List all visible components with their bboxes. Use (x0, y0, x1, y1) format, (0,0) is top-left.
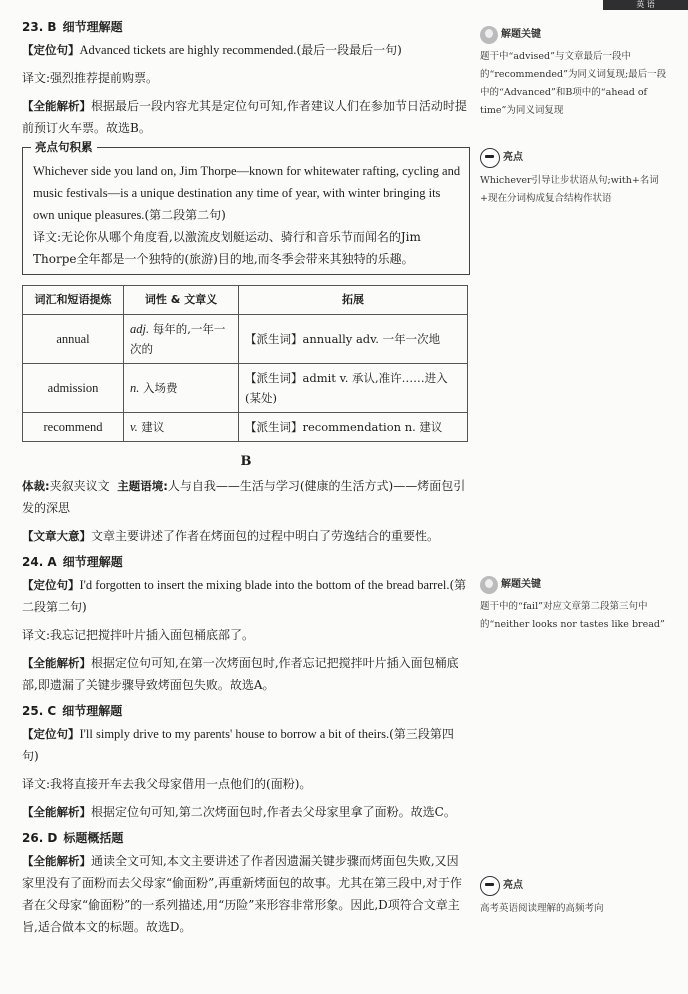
vocab-ext-tag: 【派生词】 (245, 420, 303, 434)
q24-analysis (22, 652, 470, 696)
vocab-meaning: 入场费 (143, 381, 178, 395)
q24-analysis-tag: 【全能解析】 (22, 656, 91, 670)
q26-analysis-tag: 【全能解析】 (22, 854, 91, 868)
q26-type: 标题概括题 (63, 831, 124, 845)
q25-analysis-text: 根据定位句可知,第二次烤面包时,作者去父母家里拿了面粉。故选C。 (91, 805, 456, 819)
side-key2-text: 题干中的“fail”对应文章第二段第三句中的“neither looks nor tastes like bread” (480, 601, 665, 630)
side-note-highlight-2 (480, 876, 670, 918)
q24-locate (22, 574, 470, 618)
side-key1-text: 题干中“advised”与文章最后一段中的“recommended”为同义词复现;最后一段中的“Advanced”和B项中的“ahead of time”为同义词复现 (480, 51, 667, 116)
q24-type: 细节理解题 (62, 555, 123, 569)
q26-heading (22, 829, 470, 846)
q26-analysis (22, 850, 470, 938)
main-column (22, 18, 470, 944)
side-hl1-text: Whichever引导让步状语从句;with+名词+现在分词构成复合结构作状语 (480, 175, 659, 204)
q25-locate-ref: (第三段第四句) (22, 727, 454, 763)
q25-locate-tag: 【定位句】 (22, 727, 80, 741)
q25-type: 细节理解题 (62, 704, 123, 718)
vocab-pos-meaning (124, 364, 239, 413)
q23-locate-ref: (最后一段最后一句) (296, 43, 402, 57)
side-key1-title: 解题关键 (501, 29, 541, 40)
side-note-highlight-1 (480, 148, 670, 208)
vocab-pos: n. (130, 381, 140, 395)
q23-locate-text: Advanced tickets are highly recommended. (79, 43, 297, 57)
side-hl1-title: 亮点 (503, 152, 523, 163)
section-b-gist (22, 525, 470, 547)
vocab-pos-meaning (124, 315, 239, 364)
q23-locate (22, 39, 470, 61)
vocab-ext-tag: 【派生词】 (245, 332, 303, 346)
q23-locate-tag: 【定位句】 (22, 43, 80, 57)
side-note-key-2 (480, 576, 670, 634)
lightbulb-icon (480, 576, 498, 594)
q24-number: 24. A (22, 555, 57, 569)
q25-analysis-tag: 【全能解析】 (22, 805, 91, 819)
q23-heading (22, 18, 470, 35)
q25-heading (22, 702, 470, 719)
table-row (23, 364, 468, 413)
subject-tab: 英 语 (603, 0, 688, 10)
q23-analysis-tag: 【全能解析】 (22, 99, 91, 113)
highlight-en: Whichever side you land on, Jim Thorpe—known for whitewater rafting, cycling and music festivals—is a unique destination any time of year, with winter bringing its own unique pleasures. (33, 164, 461, 222)
lightbulb-icon (480, 26, 498, 44)
genre-tag: 体裁: (22, 479, 50, 493)
theme-text: 人与自我——生活与学习(健康的生活方式)——烤面包引发的深思 (22, 479, 466, 515)
vocab-table (22, 285, 468, 442)
vocab-header-pos: 词性 & 文章义 (124, 286, 239, 315)
genre-text: 夹叙夹议文 (49, 479, 110, 493)
side-note-key-1 (480, 26, 670, 120)
q24-analysis-text: 根据定位句可知,在第一次烤面包时,作者忘记把搅拌叶片插入面包桶底部,即遗漏了关键步骤导致烤面包失败。故选A。 (22, 656, 459, 692)
highlight-title: 亮点句积累 (31, 139, 97, 155)
q26-analysis-text: 通读全文可知,本文主要讲述了作者因遗漏关键步骤而烤面包失败,又因家里没有了面粉而去父母家“偷面粉”,再重新烤面包的故事。尤其在第三段中,对于作者在父母家“偷面粉”的一系列描述,用“历险”来形容非常形象。因此,D项符合文章主旨,适合做本文的标题。故选D。 (22, 854, 462, 934)
side-key2-title: 解题关键 (501, 579, 541, 590)
q24-locate-text: I'd forgotten to insert the mixing blade into the bottom of the bread barrel. (79, 578, 450, 592)
table-row (23, 315, 468, 364)
q25-number: 25. C (22, 704, 57, 718)
vocab-ext-text: recommendation n. 建议 (302, 420, 443, 434)
q23-translation: 译文:强烈推荐提前购票。 (22, 71, 159, 85)
gist-tag: 【文章大意】 (22, 529, 91, 543)
vocab-header-ext: 拓展 (239, 286, 468, 315)
highlight-translation: 译文:无论你从哪个角度看,以激流皮划艇运动、骑行和音乐节而闻名的Jim Thorpe全年都是一个独特的(旅游)目的地,而冬季会带来其独特的乐趣。 (33, 230, 421, 266)
vocab-meaning: 建议 (141, 420, 165, 434)
highlight-box (22, 140, 470, 275)
q26-number: 26. D (22, 831, 58, 845)
vocab-pos: adj. (130, 322, 150, 336)
side-hl2-title: 亮点 (503, 880, 523, 891)
vocab-ext-tag: 【派生词】 (245, 371, 303, 385)
vocab-word: admission (23, 364, 124, 413)
vocab-pos-meaning (124, 413, 239, 442)
section-b-genre-theme (22, 475, 470, 519)
vocab-extension (239, 413, 468, 442)
q25-analysis (22, 801, 470, 823)
vocab-pos: v. (130, 420, 138, 434)
vocab-ext-text: admit v. 承认,准许……进入(某处) (245, 371, 448, 405)
table-row (23, 413, 468, 442)
vocab-extension (239, 315, 468, 364)
q24-locate-tag: 【定位句】 (22, 578, 80, 592)
q25-locate-text: I'll simply drive to my parents' house to borrow a bit of theirs. (79, 727, 390, 741)
q24-heading (22, 553, 470, 570)
q23-number: 23. B (22, 20, 57, 34)
gist-text: 文章主要讲述了作者在烤面包的过程中明白了劳逸结合的重要性。 (91, 529, 440, 543)
vocab-ext-text: annually adv. 一年一次地 (302, 332, 441, 346)
q23-analysis-text: 根据最后一段内容尤其是定位句可知,作者建议人们在参加节日活动时提前预订火车票。故选B。 (22, 99, 467, 135)
theme-tag: 主题语境: (117, 479, 168, 493)
vocab-header-row (23, 286, 468, 315)
vocab-meaning: 每年的,一年一次的 (130, 322, 226, 356)
vocab-extension (239, 364, 468, 413)
vocab-word: annual (23, 315, 124, 364)
sunglasses-face-icon (480, 876, 500, 896)
section-b-label: B (240, 454, 252, 469)
q25-locate (22, 723, 470, 767)
highlight-ref: (第二段第二句) (144, 208, 226, 222)
vocab-word: recommend (23, 413, 124, 442)
sunglasses-face-icon (480, 148, 500, 168)
q24-locate-ref: (第二段第二句) (22, 578, 467, 614)
q23-analysis (22, 95, 470, 139)
vocab-header-word: 词汇和短语提炼 (23, 286, 124, 315)
side-hl2-text: 高考英语阅读理解的高频考向 (480, 903, 604, 914)
q24-translation: 译文:我忘记把搅拌叶片插入面包桶底部了。 (22, 628, 255, 642)
q23-type: 细节理解题 (62, 20, 123, 34)
highlight-sentence (33, 160, 461, 226)
q25-translation: 译文:我将直接开车去我父母家借用一点他们的(面粉)。 (22, 777, 312, 791)
